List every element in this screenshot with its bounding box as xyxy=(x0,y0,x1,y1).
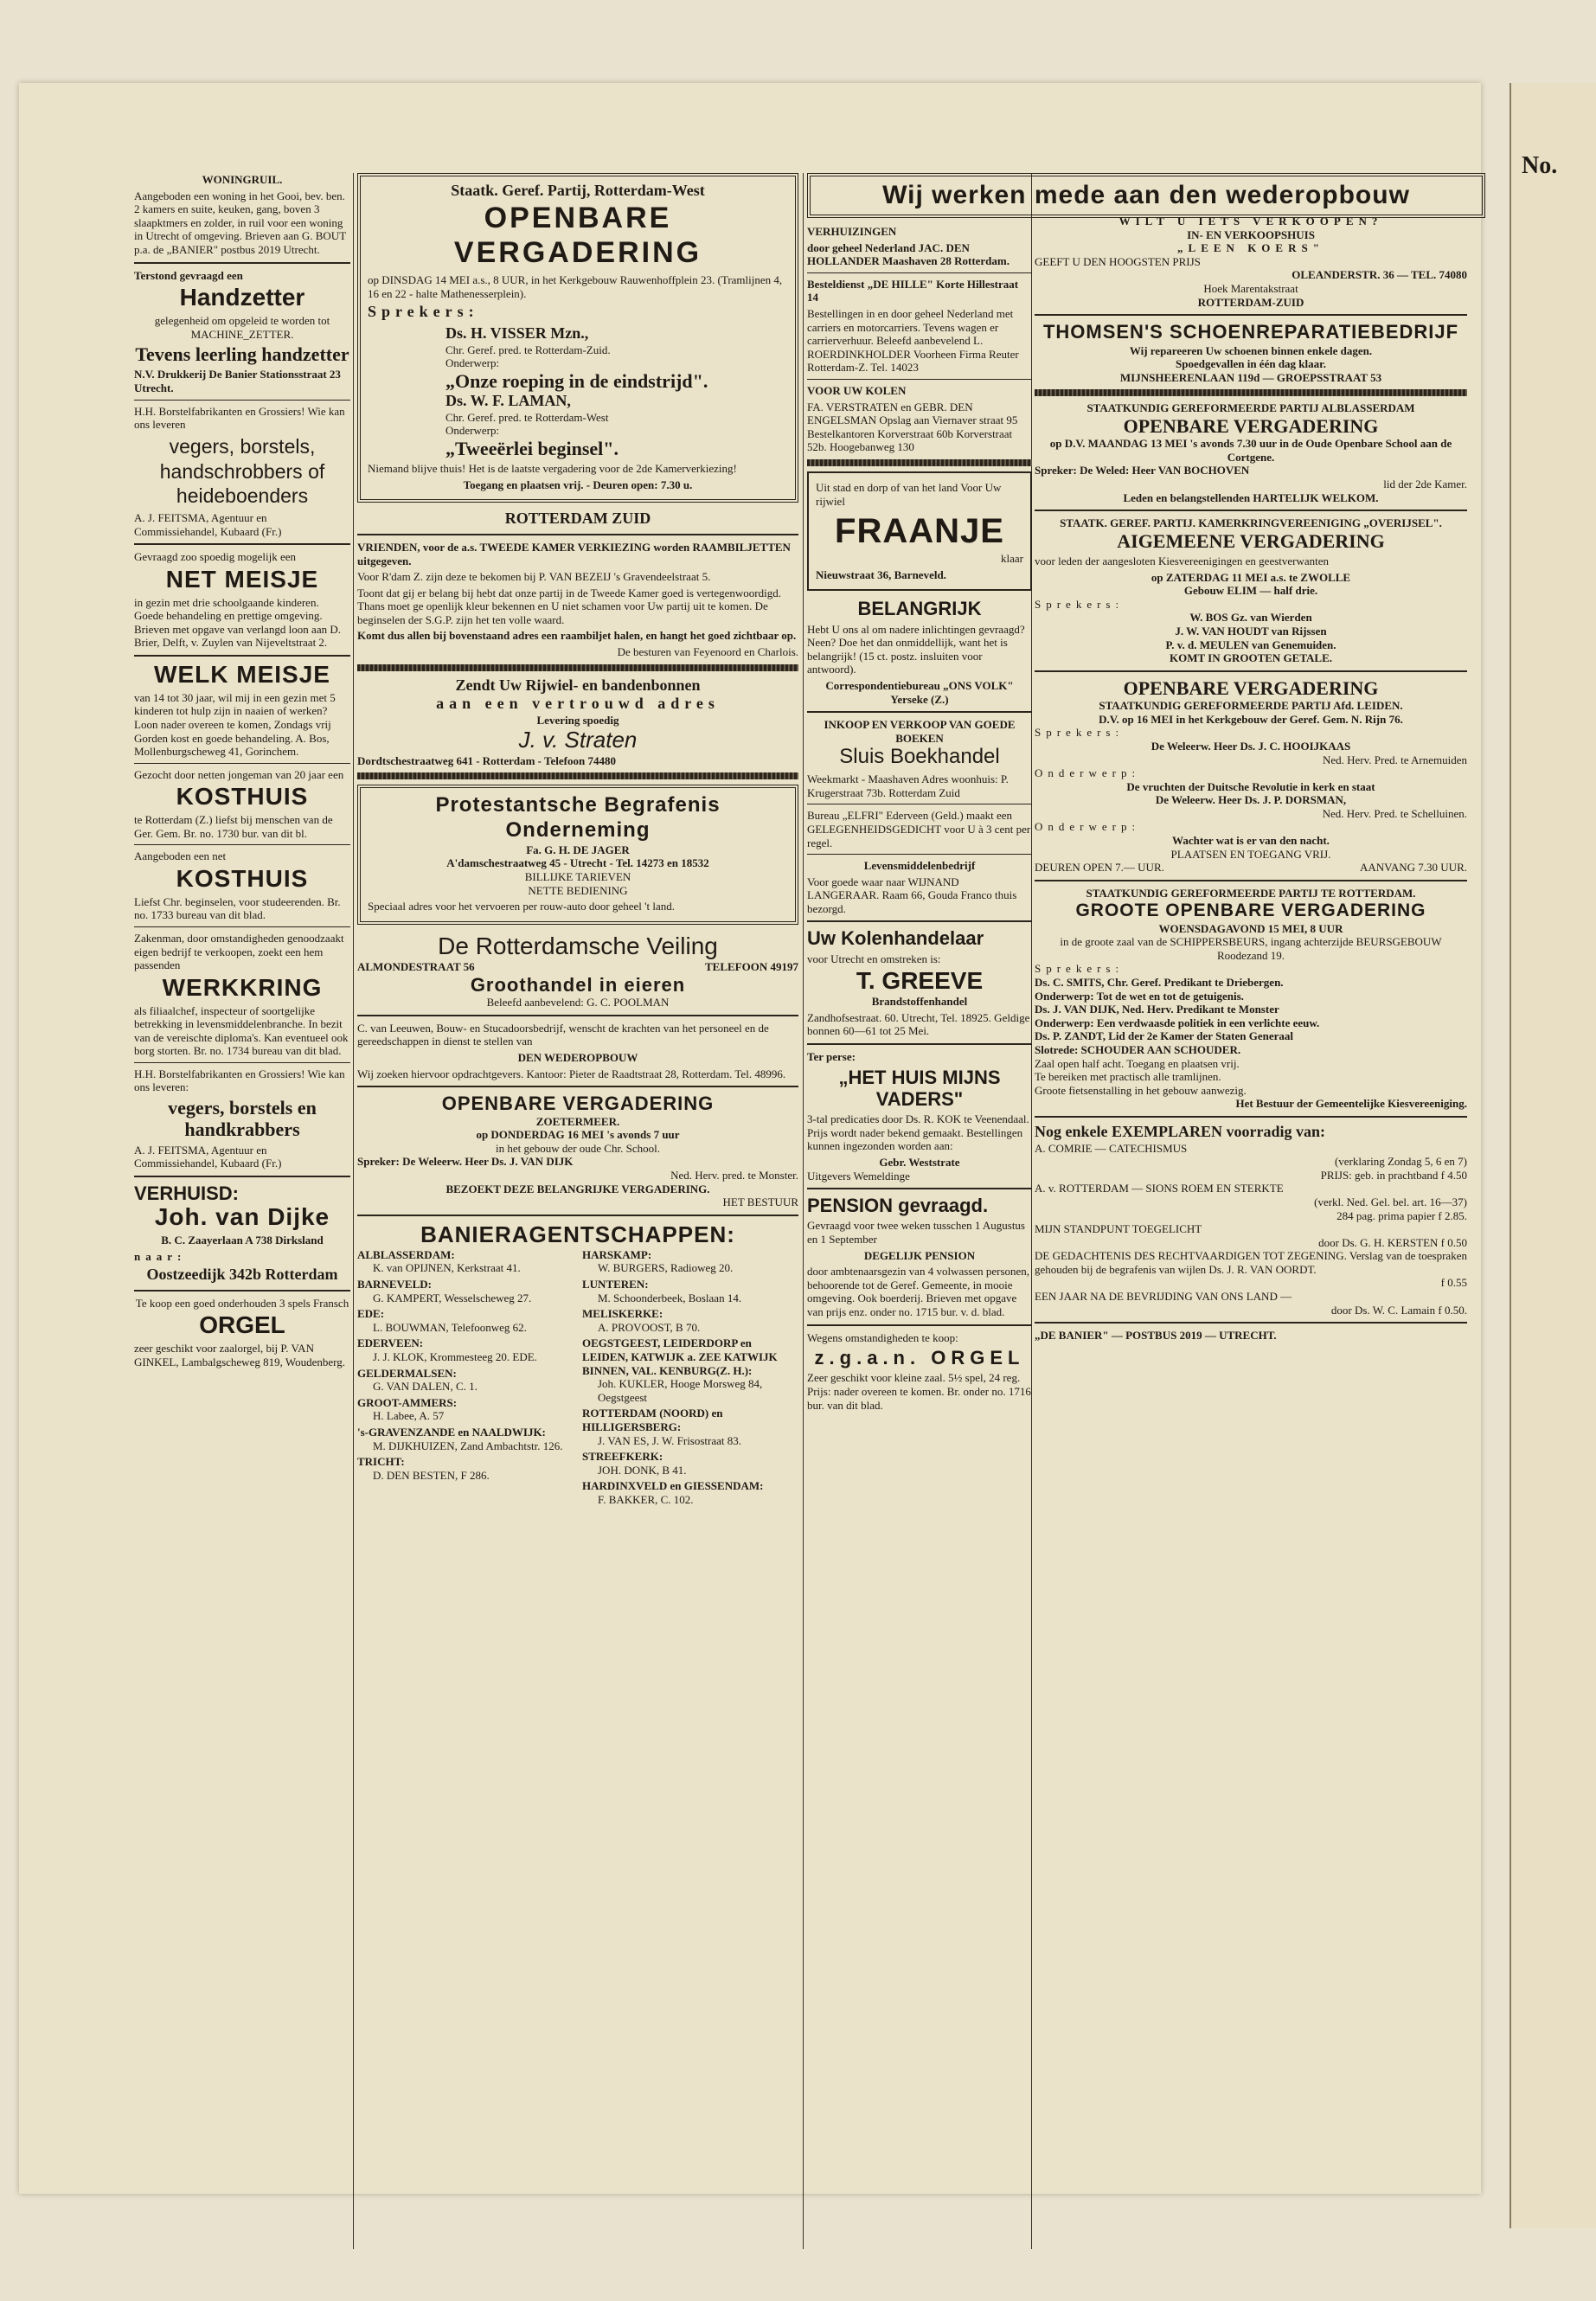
ad-name: Sluis Boekhandel xyxy=(839,745,1000,769)
ad-title: OPENBARE VERGADERING xyxy=(453,201,702,270)
ad-signature: Het Bestuur der Gemeentelijke Kiesvereeniging. xyxy=(1235,1097,1467,1111)
ad-title: INKOOP EN VERKOOP VAN GOEDE BOEKEN xyxy=(824,718,1016,745)
book-price: 284 pag. prima papier f 2.85. xyxy=(1336,1208,1467,1222)
speaker-name: Ds. P. ZANDT, Lid der 2e Kamer der Staten Generaal xyxy=(1035,1029,1293,1043)
ad-title: Handzetter xyxy=(179,284,305,311)
adjacent-page-edge xyxy=(1509,83,1596,2228)
divider xyxy=(807,711,1032,713)
ad-title: vegers, borstels en handkrabbers xyxy=(168,1097,317,1141)
ad-box xyxy=(357,785,798,925)
agent-entry xyxy=(582,1407,798,1447)
book-detail: (verklaring Zondag 5, 6 en 7) xyxy=(1334,1155,1467,1169)
ad-label: Sprekers: xyxy=(1035,597,1125,611)
agent-entry xyxy=(582,1307,798,1334)
ad-note: Te bereiken met practisch alle tramlijnen. xyxy=(1035,1070,1221,1084)
ad-date: D.V. op 16 MEI in het Kerkgebouw der Geref. Gem. N. Rijn 76. xyxy=(1099,712,1403,726)
ad-text: Wij zoeken hiervoor opdrachtgevers. Kantoor: Pieter de Raadtstraat 28, Rotterdam. Tel. 48996. xyxy=(357,1067,786,1080)
ad-location: Gebouw ELIM — half drie. xyxy=(1183,584,1318,598)
ad-title: ORGEL xyxy=(199,1311,285,1339)
ad-title: Levensmiddelenbedrijf xyxy=(863,859,976,873)
ad-location: in de groote zaal van de SCHIPPERSBEURS, ingang achterzijde BEURSGEBOUW Roodezand 19. xyxy=(1060,935,1442,962)
ad-signature: Correspondentiebureau „ONS VOLK" Yerseke (Z.) xyxy=(825,678,1014,706)
ad-text: als filiaalchef, inspecteur of soortgelijke betrekking in levensmiddelenbranche. In bezit van de vereischte diploma's. Kan eventueel ook borg storten. Br. no. 1734 bureau van dit blad. xyxy=(134,1003,349,1058)
ad-title: PENSION gevraagd. xyxy=(807,1195,989,1217)
ad-text: zeer geschikt voor zaalorgel, bij P. VAN GINKEL, Lambalgscheweg 819, Woudenberg. xyxy=(134,1342,345,1368)
divider xyxy=(134,763,350,764)
agent-place: GELDERMALSEN: xyxy=(357,1366,457,1380)
agent-detail: JOH. DONK, B 41. xyxy=(598,1463,687,1477)
ad-note: Groote fietsenstalling in het gebouw aanwezig. xyxy=(1035,1083,1247,1097)
ad-title: OPENBARE VERGADERING xyxy=(1123,676,1379,699)
ad-sub: klaar xyxy=(1001,552,1023,566)
ad-intro: Gevraagd zoo spoedig mogelijk een xyxy=(134,550,296,564)
ad-signature: A. J. FEITSMA, Agentuur en Commissiehandel, Kubaard (Fr.) xyxy=(134,511,282,538)
agent-place: EDERVEEN: xyxy=(357,1336,424,1350)
agent-entry xyxy=(582,1479,798,1506)
ad-sub: DEGELIJK PENSION xyxy=(863,1248,976,1262)
ad-address: ALMONDESTRAAT 56 xyxy=(357,960,475,974)
agents-right xyxy=(582,1248,798,1509)
agent-place: ALBLASSERDAM: xyxy=(357,1247,455,1261)
agent-detail: Joh. KUKLER, Hooge Morsweg 84, Oegstgeest xyxy=(598,1377,763,1404)
ad-intro: Ter perse: xyxy=(807,1049,856,1063)
agent-entry xyxy=(357,1367,574,1394)
ad-text: in gezin met drie schoolgaande kinderen. Goede behandeling en prettige omgeving. Brieven met opgave van verlangd loon aan D. Brier, Delft, v. Zuylen van Nijeveltstraat 2. xyxy=(134,595,341,650)
divider xyxy=(134,400,350,401)
divider xyxy=(807,1043,1032,1045)
book-title: EEN JAAR NA DE BEVRIJDING VAN ONS LAND — xyxy=(1035,1290,1292,1304)
agent-place: OEGSTGEEST, LEIDERDORP en LEIDEN, KATWIJK a. ZEE KATWIJK BINNEN, VAL. KENBURG(Z. H.): xyxy=(582,1336,778,1377)
ad-call: BEZOEKT DEZE BELANGRIJKE VERGADERING. xyxy=(445,1182,710,1195)
speaker-topic: „Onze roeping in de eindstrijd". xyxy=(445,369,708,392)
ad-note: Speciaal adres voor het vervoeren per rouw-auto door geheel 't land. xyxy=(368,900,676,913)
agent-entry xyxy=(357,1396,574,1423)
divider xyxy=(134,1062,350,1063)
ad-signature: HET BESTUUR xyxy=(722,1195,798,1209)
speaker-topic: Wachter wat is er van den nacht. xyxy=(1172,834,1330,848)
ad-name: Joh. van Dijke xyxy=(154,1203,330,1231)
ornamental-bar xyxy=(1035,389,1467,396)
agent-detail: M. Schoonderbeek, Boslaan 14. xyxy=(598,1291,742,1304)
agent-entry xyxy=(357,1336,574,1363)
ad-text: Bestellingen in en door geheel Nederland met carriers en motorcarriers. Tevens wagen er carrierverhuur. Beleefd aanbevelend L. ROERDINKHOLDER Voorheen Firma Reuter Rotterdam-Z. Tel. 14023 xyxy=(807,306,1019,375)
ad-text: Komt dus allen bij bovenstaand adres een raambiljet halen, en hangt het goed zichtbaar op. xyxy=(357,629,797,643)
speaker-name: Ds. H. VISSER Mzn., xyxy=(445,324,589,342)
speaker-name: De Weleerw. Heer Ds. J. P. DORSMAN, xyxy=(1155,793,1347,807)
ad-title: Zendt Uw Rijwiel- en bandenbonnen xyxy=(455,676,701,694)
agent-entry xyxy=(357,1426,574,1452)
agent-place: HARDINXVELD en GIESSENDAM: xyxy=(582,1479,764,1493)
ad-title: THOMSEN'S SCHOENREPARATIEBEDRIJF xyxy=(1042,321,1459,343)
agent-entry xyxy=(357,1248,574,1275)
speaker-role: Chr. Geref. pred. te Rotterdam-Zuid. xyxy=(445,343,611,356)
ad-text: VRIENDEN, voor de a.s. TWEEDE KAMER VERKIEZING worden RAAMBILJETTEN uitgegeven. xyxy=(357,540,791,567)
ad-date: op D.V. MAANDAG 13 MEI 's avonds 7.30 uur in de Oude Openbare School aan de Cortgene. xyxy=(1049,437,1452,464)
ad-title: De Rotterdamsche Veiling xyxy=(438,932,718,959)
column-4 xyxy=(1035,215,1467,1343)
ad-intro: H.H. Borstelfabrikanten en Grossiers! Wie kan ons leveren: xyxy=(134,1067,345,1094)
agent-detail: A. PROVOOST, B 70. xyxy=(598,1320,701,1334)
speaker-topic: Slotrede: SCHOUDER AAN SCHOUDER. xyxy=(1035,1042,1241,1056)
book-title: A. v. ROTTERDAM — SIONS ROEM EN STERKTE xyxy=(1035,1182,1284,1195)
ad-title: ROTTERDAM ZUID xyxy=(504,510,651,528)
agents-left xyxy=(357,1248,574,1509)
column-1 xyxy=(134,173,350,1371)
agent-detail: W. BURGERS, Radioweg 20. xyxy=(598,1261,734,1275)
agent-detail: H. Labee, A. 57 xyxy=(373,1409,445,1423)
divider xyxy=(1035,670,1467,672)
ad-note: Leden en belangstellenden HARTELIJK WELKOM. xyxy=(1123,490,1379,504)
ad-date: op DONDERDAG 16 MEI 's avonds 7 uur xyxy=(476,1128,680,1142)
ad-sub: voor Utrecht en omstreken is: xyxy=(807,952,941,965)
divider xyxy=(357,1015,798,1016)
book-title: A. COMRIE — CATECHISMUS xyxy=(1035,1141,1188,1155)
ornamental-bar xyxy=(807,459,1032,466)
ad-text: Gevraagd voor twee weken tusschen 1 Augustus en 1 September xyxy=(807,1219,1025,1246)
divider xyxy=(807,272,1032,273)
book-price: f 0.55 xyxy=(1440,1276,1467,1290)
ad-title: AIGEMEENE VERGADERING xyxy=(1117,529,1385,552)
ad-address: MIJNSHEERENLAAN 119d — GROEPSSTRAAT 53 xyxy=(1119,370,1382,384)
ad-text: C. van Leeuwen, Bouw- en Stucadoorsbedrijf, wenscht de krachten van het personeel en de gereedschappen in dienst te stellen van xyxy=(357,1021,769,1048)
book-price: door Ds. G. H. KERSTEN f 0.50 xyxy=(1318,1235,1467,1249)
ad-title: NET MEISJE xyxy=(165,565,319,593)
agent-entry xyxy=(582,1248,798,1275)
divider xyxy=(807,854,1032,855)
agent-place: TRICHT: xyxy=(357,1455,405,1469)
ad-note: PLAATSEN EN TOEGANG VRIJ. xyxy=(1170,847,1331,861)
ad-location: in het gebouw der oude Chr. School. xyxy=(496,1141,660,1155)
ad-note: Zaal open half acht. Toegang en plaatsen vrij. xyxy=(1035,1056,1240,1070)
ad-title: KOSTHUIS xyxy=(176,864,309,892)
ad-phone: TELEFOON 49197 xyxy=(705,960,798,974)
ad-title: WILT U IETS VERKOOPEN? xyxy=(1118,215,1383,228)
ad-intro: Terstond gevraagd een xyxy=(134,268,243,282)
speaker-topic-label: Onderwerp: xyxy=(445,424,500,438)
ad-text: GEEFT U DEN HOOGSTEN PRIJS xyxy=(1035,254,1201,268)
ad-text: Zandhofsestraat. 60. Utrecht, Tel. 18925. Geldige bonnen 60—61 tot 25 Mei. xyxy=(807,1010,1030,1038)
ad-intro: Wegens omstandigheden te koop: xyxy=(807,1330,958,1344)
speaker-name: Ds. J. VAN DIJK, Ned. Herv. Predikant te Monster xyxy=(1035,1003,1279,1016)
agent-entry xyxy=(357,1307,574,1334)
divider xyxy=(357,1086,798,1087)
agent-place: HARSKAMP: xyxy=(582,1247,652,1261)
ad-text: door ambtenaarsgezin van 4 volwassen personen, behoorende tot de Geref. Gemeente, in mooie omgeving. Ook boerderij. Brieven met opgave van prijs enz. onder no. 1715 bur. v. d. blad. xyxy=(807,1265,1030,1318)
ad-intro: Zakenman, door omstandigheden genoodzaakt eigen bedrijf te verkoopen, zoekt een hem passenden xyxy=(134,931,344,972)
speaker-name: P. v. d. MEULEN van Genemuiden. xyxy=(1165,638,1336,651)
ad-date: WOENSDAGAVOND 15 MEI, 8 UUR xyxy=(1158,921,1343,935)
ad-intro: Aangeboden een net xyxy=(134,849,227,863)
ad-title: OPENBARE VERGADERING xyxy=(1123,414,1379,437)
ad-box xyxy=(807,471,1032,591)
divider xyxy=(1035,314,1467,316)
ad-text: Zeer geschikt voor kleine zaal. 5½ spel, 24 reg. Prijs: nader overeen te komen. Br. onder no. 1716 bur. van dit blad. xyxy=(807,1371,1031,1412)
ad-signature: Beleefd aanbevelend: G. C. POOLMAN xyxy=(486,996,670,1009)
ad-name: J. v. Straten xyxy=(518,727,638,753)
agent-detail: G. VAN DALEN, C. 1. xyxy=(373,1380,478,1394)
agent-detail: J. J. KLOK, Krommesteeg 20. EDE. xyxy=(373,1350,537,1364)
ad-place: ZOETERMEER. xyxy=(535,1114,620,1128)
ad-sub: IN- EN VERKOOPSHUIS xyxy=(1187,228,1315,241)
ad-note: Toegang en plaatsen vrij. - Deuren open: 7.30 u. xyxy=(463,478,693,491)
speaker-name: Ds. W. F. LAMAN, xyxy=(445,392,571,410)
ad-label: Sprekers: xyxy=(368,303,479,321)
ad-title: Uw Kolenhandelaar xyxy=(807,927,984,950)
ad-doors: DEUREN OPEN 7.— UUR. xyxy=(1035,861,1164,875)
ad-firm: Fa. G. H. DE JAGER xyxy=(526,843,630,856)
speaker-topic: De vruchten der Duitsche Revolutie in kerk en staat xyxy=(1126,779,1375,793)
agent-entry xyxy=(357,1455,574,1482)
agent-detail: J. VAN ES, J. W. Frisostraat 83. xyxy=(598,1433,742,1447)
divider xyxy=(807,1188,1032,1189)
speaker-name: Ds. C. SMITS, Chr. Geref. Predikant te Driebergen. xyxy=(1035,976,1284,989)
ad-text: BILLIJKE TARIEVEN xyxy=(524,870,631,883)
agent-detail: F. BAKKER, C. 102. xyxy=(598,1492,694,1506)
agent-detail: M. DIJKHUIZEN, Zand Ambachtstr. 126. xyxy=(373,1439,563,1452)
ad-text: Toont dat gij er belang bij hebt dat onze partij in de Tweede Kamer goed is vertegenwoordigd. Thans moet ge openlijk kleur bekennen en U niet schamen voor Uw partij uit te komen. De beginselen der S.G.P. zijn het ten volle waard. xyxy=(357,586,781,626)
agent-entry xyxy=(582,1278,798,1304)
ad-text: NETTE BEDIENING xyxy=(528,883,628,897)
ad-title: Tevens leerling handzetter xyxy=(135,343,349,366)
ad-title: OPENBARE VERGADERING xyxy=(441,1093,715,1115)
ad-title: DEN WEDEROPBOUW xyxy=(517,1051,638,1065)
ad-header: Staatk. Geref. Partij, Rotterdam-West xyxy=(451,182,705,199)
agent-place: LUNTEREN: xyxy=(582,1278,649,1292)
ad-text: Aangeboden een woning in het Gooi, bev. ben. 2 kamers en suite, keuken, gang, boven 3 slaapktmers en zolder, in ruil voor een woning in Utrecht of omgeving. Brieven aan G. BOUT p.a. de „BANIER" postbus 2019 Utrecht. xyxy=(134,189,346,256)
ad-text: voor leden der aangesloten Kiesvereenigingen en geestverwanten xyxy=(1035,554,1330,568)
ad-title: GROOTE OPENBARE VERGADERING xyxy=(1075,901,1426,921)
agent-place: EDE: xyxy=(357,1307,385,1321)
ad-header: STAATKUNDIG GEREFORMEERDE PARTIJ TE ROTTERDAM. xyxy=(1086,886,1416,900)
ad-title: z.g.a.n. ORGEL xyxy=(814,1347,1025,1369)
agent-place: ROTTERDAM (NOORD) en HILLIGERSBERG: xyxy=(582,1407,723,1433)
ad-title: WONINGRUIL. xyxy=(202,173,283,186)
speaker-topic-label: Onderwerp: xyxy=(445,356,500,370)
ad-address: OLEANDERSTR. 36 — TEL. 74080 xyxy=(1292,268,1467,282)
ad-intro: Te koop een goed onderhouden 3 spels Fransch xyxy=(135,1296,349,1310)
ad-signature: De besturen van Feyenoord en Charlois. xyxy=(617,645,798,659)
ad-signature: A. J. FEITSMA, Agentuur en Commissiehandel, Kubaard (Fr.) xyxy=(134,1143,282,1170)
ad-text: B. C. Zaayerlaan A 738 Dirksland xyxy=(161,1233,324,1247)
agent-place: GROOT-AMMERS: xyxy=(357,1395,458,1409)
ad-text: Wij repareeren Uw schoenen binnen enkele dagen. xyxy=(1129,343,1373,357)
speaker-role: Ned. Herv. Pred. te Arnemuiden xyxy=(1322,753,1467,766)
ad-box xyxy=(357,173,798,503)
ad-start: AANVANG 7.30 UUR. xyxy=(1360,861,1467,875)
ad-title: BELANGRIJK xyxy=(857,598,982,620)
ad-text: door geheel Nederland JAC. DEN HOLLANDER Maashaven 28 Rotterdam. xyxy=(807,240,1010,268)
ad-title: WELK MEISJE xyxy=(154,661,330,689)
ad-subtitle: Groothandel in eieren xyxy=(470,973,686,996)
ornamental-bar xyxy=(357,664,798,671)
ad-subtitle: aan een vertrouwd adres xyxy=(436,695,720,713)
ad-text: FA. VERSTRATEN en GEBR. DEN ENGELSMAN Opslag aan Viernaver straat 95 Bestelkantoren Korverstraat 60b Korverstraat 52b. Hoogebanweg 130 xyxy=(807,400,1018,454)
ad-title: Protestantsche Begrafenis Onderneming xyxy=(435,793,721,843)
ad-title: Besteldienst „DE HILLE" Korte Hillestraat 14 xyxy=(807,277,1019,304)
ad-text: Hebt U ons al om nadere inlichtingen gevraagd? Neen? Doe het dan onmiddellijk, want het is belangrijk! (15 ct. postz. insluiten voor antwoord). xyxy=(807,622,1025,676)
ad-text: Weekmarkt - Maashaven Adres woonhuis: P. Krugerstraat 73b. Rotterdam Zuid xyxy=(807,772,1009,799)
ornamental-bar xyxy=(357,772,798,779)
ad-note: Niemand blijve thuis! Het is de laatste vergadering voor de 2de Kamerverkiezing! xyxy=(368,462,737,476)
agent-place: 's-GRAVENZANDE en NAALDWIJK: xyxy=(357,1426,546,1439)
footer-address: „DE BANIER" — POSTBUS 2019 — UTRECHT. xyxy=(1035,1329,1277,1343)
ad-label: Sprekers: xyxy=(1035,962,1125,976)
column-2 xyxy=(357,173,798,1512)
agents-list xyxy=(357,1248,798,1512)
divider xyxy=(807,379,1032,380)
ad-speaker: Spreker: De Weleerw. Heer Ds. J. VAN DIJK xyxy=(357,1155,574,1169)
ad-text: gelegenheid om opgeleid te worden tot MACHINE_ZETTER. xyxy=(154,313,330,341)
agent-place: STREEFKERK: xyxy=(582,1450,663,1464)
ad-text: Hoek Marentakstraat xyxy=(1203,281,1298,295)
divider xyxy=(807,920,1032,922)
divider xyxy=(134,655,350,657)
ad-text: van 14 tot 30 jaar, wil mij in een gezin met 5 kinderen tot hulp zijn in naaien of werken? Loon nader overeen te komen, Zondags vrij Gorden kost en goede behandeling. A. Bos, Mollenburgscheweg 41, Gorinchem. xyxy=(134,690,336,759)
ad-role: Ned. Herv. pred. te Monster. xyxy=(670,1168,798,1182)
book-title: MIJN STANDPUNT TOEGELICHT xyxy=(1035,1222,1202,1236)
ad-text: Liefst Chr. beginselen, voor studeerenden. Br. no. 1733 bureau van dit blad. xyxy=(134,894,341,922)
ad-title: „HET HUIS MIJNS VADERS" xyxy=(838,1066,1001,1110)
agent-place: MELISKERKE: xyxy=(582,1307,663,1321)
ad-text: Voor goede waar naar WIJNAND LANGERAAR. Raam 66, Gouda Franco thuis bezorgd. xyxy=(807,875,1017,915)
book-title: DE GEDACHTENIS DES RECHTVAARDIGEN TOT ZEGENING. Verslag van de toespraken gehouden bij de begrafenis van wijlen Ds. J. R. VAN OORDT. xyxy=(1035,1249,1467,1276)
ad-text: te Rotterdam (Z.) liefst bij menschen van de Ger. Gem. Br. no. 1730 bur. van dit bl. xyxy=(134,813,333,840)
ad-name: T. GREEVE xyxy=(856,967,984,995)
divider xyxy=(1035,510,1467,511)
ad-header: STAATKUNDIG GEREFORMEERDE PARTIJ Afd. LEIDEN. xyxy=(1099,699,1403,713)
agent-entry xyxy=(582,1336,798,1404)
speaker-name: J. W. VAN HOUDT van Rijssen xyxy=(1175,625,1327,638)
ad-role: lid der 2de Kamer. xyxy=(1383,478,1467,490)
divider xyxy=(1035,1116,1467,1118)
ad-text: Spoedgevallen in één dag klaar. xyxy=(1176,357,1326,371)
ad-title: WERKKRING xyxy=(162,973,323,1001)
ad-call: KOMT IN GROOTEN GETALE. xyxy=(1169,651,1333,665)
ad-title: VOOR UW KOLEN xyxy=(807,383,907,397)
ad-intro: Gezocht door netten jongeman van 20 jaar een xyxy=(134,767,344,781)
column-rule xyxy=(353,173,354,2249)
ad-title: KOSTHUIS xyxy=(176,783,309,811)
ad-title: VERHUIZINGEN xyxy=(807,225,897,238)
divider xyxy=(134,1176,350,1177)
divider xyxy=(134,926,350,927)
speaker-name: De Weleerw. Heer Ds. J. C. HOOIJKAAS xyxy=(1151,739,1351,753)
divider xyxy=(134,844,350,845)
ad-text: Oostzeedijk 342b Rotterdam xyxy=(146,1266,338,1284)
ad-text: Bureau „ELFRI" Ederveen (Geld.) maakt een GELEGENHEIDSGEDICHT voor U à 3 cent per regel. xyxy=(807,809,1031,849)
banner-title: Wij werken mede aan den wederopbouw xyxy=(882,181,1410,209)
divider xyxy=(134,1290,350,1292)
agent-place: BARNEVELD: xyxy=(357,1278,432,1292)
divider xyxy=(357,1215,798,1216)
ad-header: STAATK. GEREF. PARTIJ. KAMERKRINGVEREENIGING „OVERIJSEL". xyxy=(1060,516,1442,530)
speaker-topic: Onderwerp: Tot de wet en tot de getuigenis. xyxy=(1035,989,1244,1003)
ad-intro: H.H. Borstelfabrikanten en Grossiers! Wie kan ons leveren xyxy=(134,404,345,432)
agent-detail: K. van OPIJNEN, Kerkstraat 41. xyxy=(373,1261,521,1275)
ad-label: Sprekers: xyxy=(1035,726,1125,740)
ad-title: Nog enkele EXEMPLAREN voorradig van: xyxy=(1035,1122,1325,1140)
divider xyxy=(134,262,350,264)
ad-name: „LEEN KOERS" xyxy=(1177,241,1324,255)
divider xyxy=(134,543,350,545)
agent-detail: D. DEN BESTEN, F 286. xyxy=(373,1468,490,1482)
ad-address: Nieuwstraat 36, Barneveld. xyxy=(816,567,946,581)
ad-address: A'damschestraatweg 45 - Utrecht - Tel. 14273 en 18532 xyxy=(446,856,709,870)
speaker-name: W. BOS Gz. van Wierden xyxy=(1189,611,1312,625)
agents-title: BANIERAGENTSCHAPPEN: xyxy=(420,1221,735,1247)
agent-entry xyxy=(582,1450,798,1477)
ad-text: Voor R'dam Z. zijn deze te bekomen bij P. VAN BEZEIJ 's Gravendeelstraat 5. xyxy=(357,570,711,584)
book-price: PRIJS: geb. in prachtband f 4.50 xyxy=(1320,1168,1467,1182)
ad-header: STAATKUNDIG GEREFORMEERDE PARTIJ ALBLASSERDAM xyxy=(1086,401,1415,415)
speaker-role: Ned. Herv. Pred. te Schelluinen. xyxy=(1322,806,1467,820)
book-detail: (verkl. Ned. Gel. bel. art. 16—37) xyxy=(1314,1195,1467,1208)
book-price: door Ds. W. C. Lamain f 0.50. xyxy=(1330,1303,1467,1317)
ad-publisher: Uitgevers Wemeldinge xyxy=(807,1169,910,1183)
ad-text: 3-tal predicaties door Ds. R. KOK te Veenendaal. Prijs wordt nader bekend gemaakt. Bestellingen kunnen ingezonden worden aan: xyxy=(807,1112,1029,1153)
ad-speaker: Spreker: De Weled: Heer VAN BOCHOVEN xyxy=(1035,464,1250,478)
column-rule xyxy=(803,173,804,2249)
ad-label: Onderwerp: xyxy=(1035,766,1141,780)
ad-address: Dordtschestraatweg 641 - Rotterdam - Telefoon 74480 xyxy=(357,753,616,767)
speaker-topic: Onderwerp: Een verdwaasde politiek in een verlichte eeuw. xyxy=(1035,1016,1320,1029)
ad-title: vegers, borstels, handschrobbers of heideboenders xyxy=(159,434,325,508)
ad-title: FRAANJE xyxy=(835,512,1004,551)
ad-text: naar: xyxy=(134,1249,187,1263)
speaker-role: Chr. Geref. pred. te Rotterdam-West xyxy=(445,410,609,424)
ad-title: VERHUISD: xyxy=(134,1182,240,1204)
ad-text: Levering spoedig xyxy=(536,713,619,727)
speaker-topic: „Tweeërlei beginsel". xyxy=(445,437,619,459)
divider xyxy=(1035,1322,1467,1324)
ad-signature: N.V. Drukkerij De Banier Stationsstraat 23 Utrecht. xyxy=(134,368,341,395)
ad-publisher: Gebr. Weststrate xyxy=(879,1155,960,1169)
agent-entry xyxy=(357,1278,574,1304)
banner-box xyxy=(807,173,1485,218)
ad-text: op DINSDAG 14 MEI a.s., 8 UUR, in het Kerkgebouw Rauwenhoffplein 23. (Tramlijnen 4, 16 en 22 - halte Mathenesserplein). xyxy=(368,273,783,300)
divider xyxy=(1035,880,1467,881)
adjacent-page-header: No. xyxy=(1522,152,1558,179)
divider xyxy=(807,1324,1032,1326)
ad-intro: Uit stad en dorp of van het land Voor Uw rijwiel xyxy=(816,480,1002,508)
ad-date: op ZATERDAG 11 MEI a.s. te ZWOLLE xyxy=(1151,570,1351,584)
agent-detail: G. KAMPERT, Wesselscheweg 27. xyxy=(373,1291,532,1304)
divider xyxy=(357,534,798,535)
agent-detail: L. BOUWMAN, Telefoonweg 62. xyxy=(373,1320,527,1334)
ad-sub: Brandstoffenhandel xyxy=(871,995,968,1009)
ad-city: ROTTERDAM-ZUID xyxy=(1197,295,1304,309)
ad-label: Onderwerp: xyxy=(1035,820,1141,834)
